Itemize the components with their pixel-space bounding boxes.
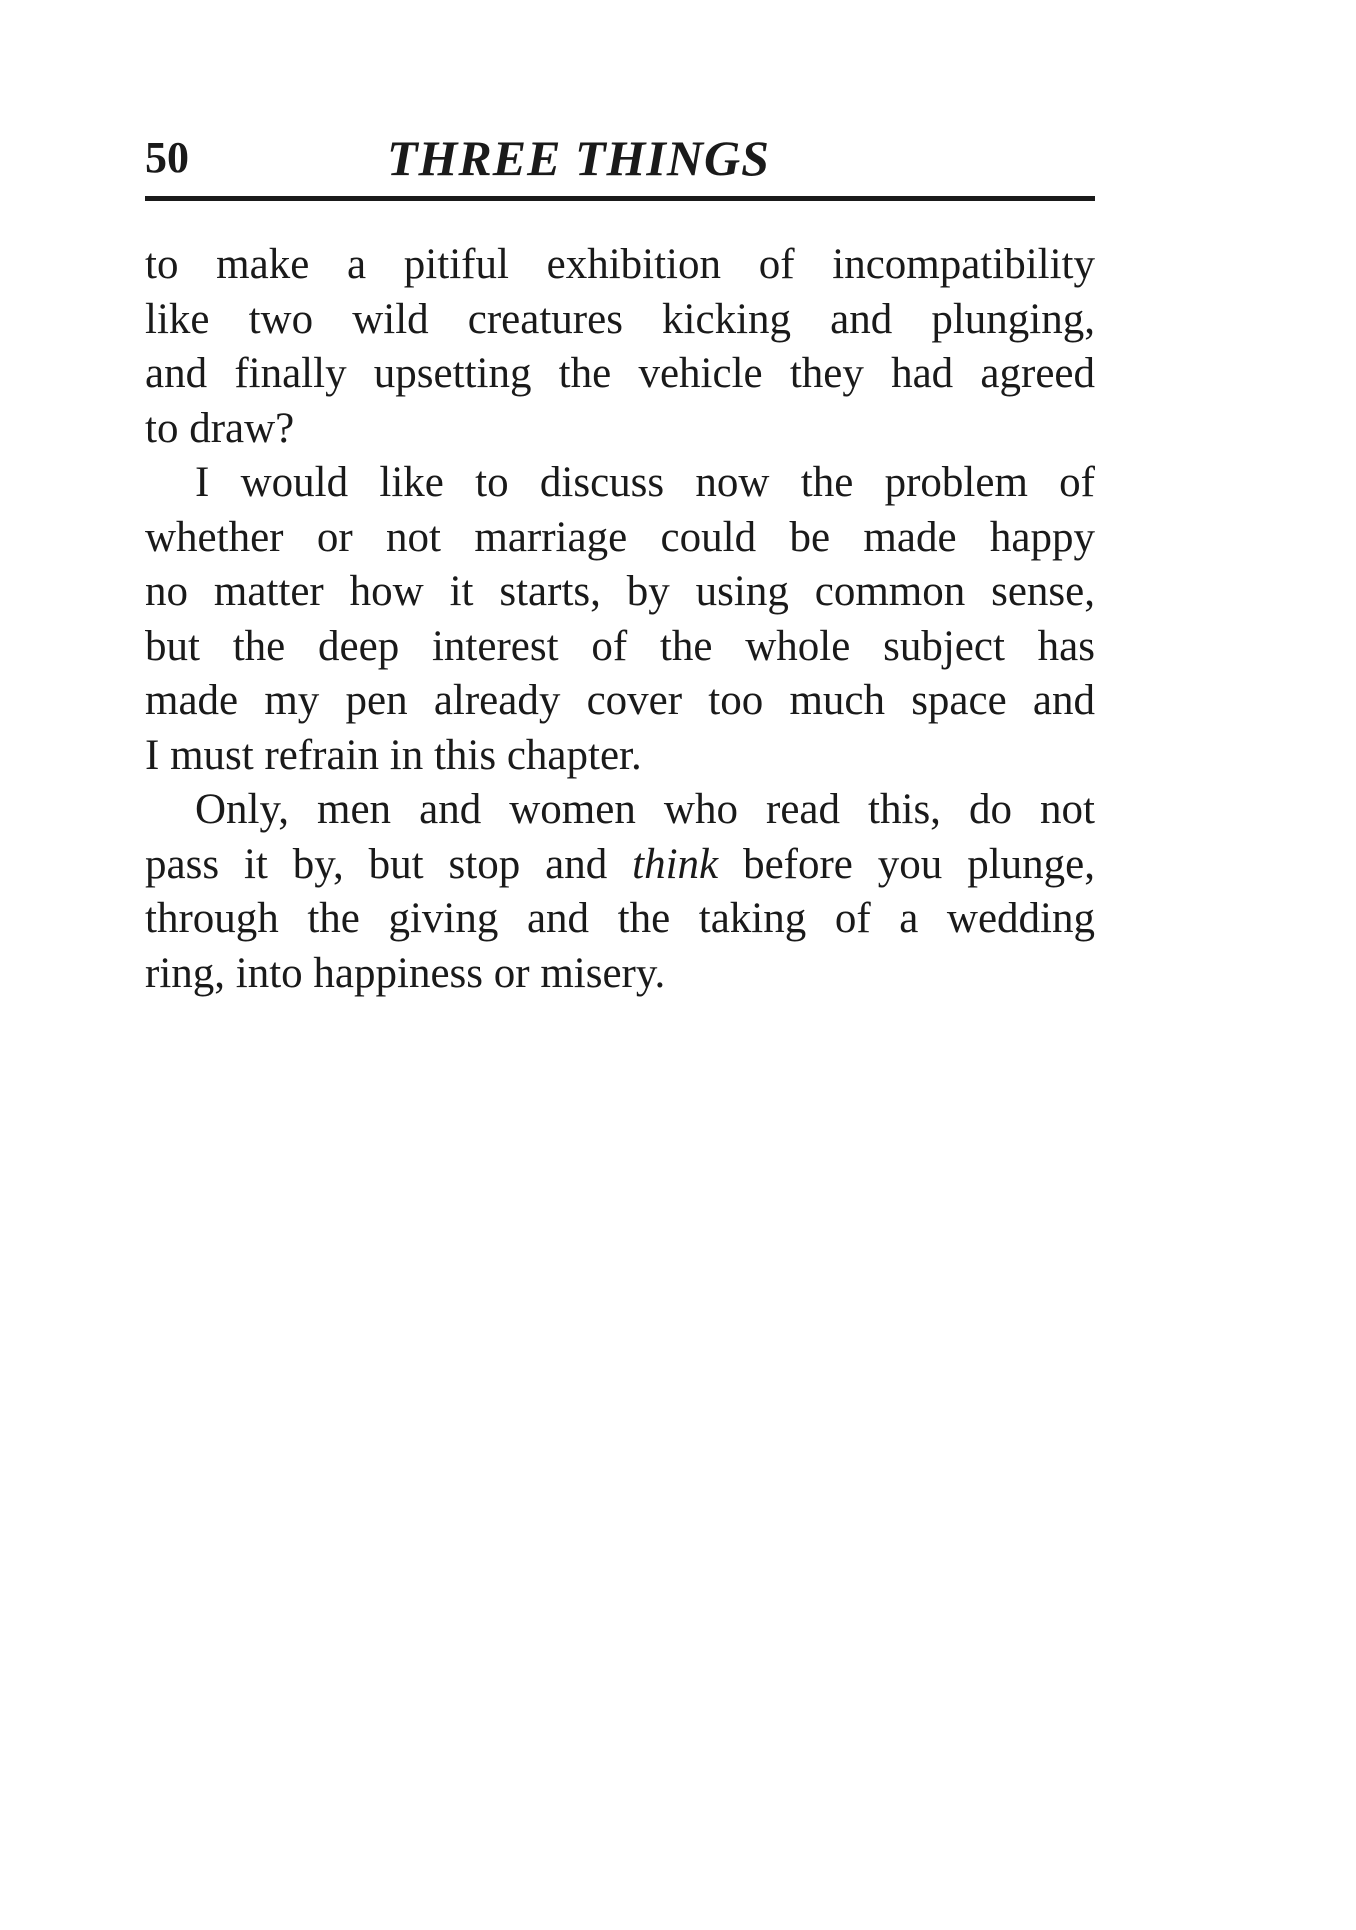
emphasized-word: think xyxy=(632,840,719,888)
text-line: like two wild creatures kicking and plunging, xyxy=(145,295,1095,343)
text-line: but the deep interest of the whole subject has xyxy=(145,622,1095,670)
text-line: whether or not marriage could be made happy xyxy=(145,513,1095,561)
text-line: made my pen already cover too much space and xyxy=(145,677,1095,724)
paragraph-1 xyxy=(145,238,1095,456)
text-line-with-emphasis xyxy=(145,838,1095,893)
text-line: to draw? xyxy=(145,404,295,452)
header-rule xyxy=(145,196,1095,201)
text-run: pass it by, but stop and xyxy=(145,840,633,888)
text-line: I would like to discuss now the problem of xyxy=(195,459,1095,506)
text-run: before you plunge, xyxy=(718,840,1095,888)
paragraph-2 xyxy=(145,456,1095,783)
text-line: ring, into happiness or misery. xyxy=(145,949,666,997)
paragraph-3 xyxy=(145,783,1095,1001)
text-line: no matter how it starts, by using common sense, xyxy=(145,568,1095,615)
text-line: I must refrain in this chapter. xyxy=(145,731,642,779)
text-line: through the giving and the taking of a wedding xyxy=(145,895,1095,942)
text-line: Only, men and women who read this, do not xyxy=(195,786,1095,833)
page-number: 50 xyxy=(145,133,189,182)
text-line: and finally upsetting the vehicle they had agreed xyxy=(145,350,1095,397)
body-text xyxy=(145,238,1095,1001)
running-head xyxy=(145,128,1095,188)
text-line: to make a pitiful exhibition of incompatibility xyxy=(145,241,1095,288)
running-title: THREE THINGS xyxy=(387,130,770,186)
